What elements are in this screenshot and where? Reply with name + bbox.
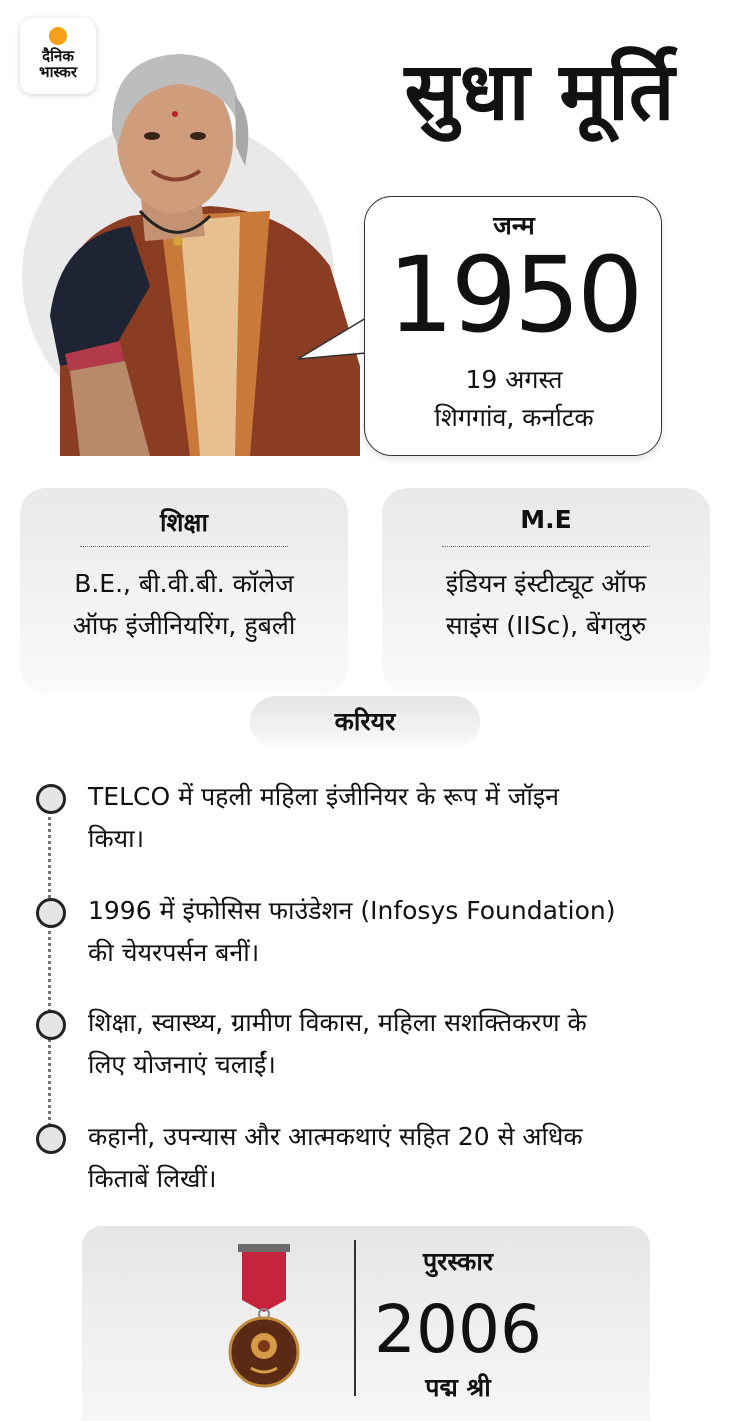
logo-text: दैनिक भास्कर [39, 47, 77, 81]
career-item: TELCO में पहली महिला इंजीनियर के रूप में जॉइन किया। [88, 782, 560, 853]
award-label: पुरस्कार [422, 1247, 494, 1276]
birth-place: शिगगांव, कर्नाटक [434, 403, 594, 432]
divider [80, 546, 288, 547]
padma-shri-medal-icon [224, 1242, 304, 1392]
portrait-photo [40, 36, 370, 456]
education-line: B.E., बी.वी.बी. कॉलेज [74, 569, 294, 598]
masters-line: इंडियन इंस्टीट्यूट ऑफ [445, 569, 647, 598]
birth-year: 1950 [387, 234, 641, 356]
education-heading: शिक्षा [160, 508, 208, 537]
career-heading: करियर [250, 696, 480, 748]
birth-date: 19 अगस्त [465, 365, 563, 394]
masters-line: साइंस (IISc), बेंगलुरु [445, 611, 647, 640]
career-item: कहानी, उपन्यास और आत्मकथाएं सहित 20 से अधिक किताबें लिखीं। [88, 1122, 583, 1193]
award-name: पद्म श्री [425, 1373, 491, 1402]
masters-heading: M.E [520, 505, 572, 534]
timeline-dot-icon [36, 898, 66, 928]
award-year: 2006 [374, 1291, 542, 1368]
education-line: ऑफ इंजीनियरिंग, हुबली [72, 611, 296, 640]
page-title: सुधा मूर्ति [404, 45, 676, 138]
divider [442, 546, 650, 547]
birth-label: जन्म [493, 211, 535, 240]
timeline-line [48, 798, 51, 1138]
career-item: 1996 में इंफोसिस फाउंडेशन (Infosys Foundation) की चेयरपर्सन बनीं। [88, 896, 616, 967]
timeline-dot-icon [36, 1124, 66, 1154]
award-divider [354, 1240, 356, 1396]
timeline-dot-icon [36, 784, 66, 814]
career-item: शिक्षा, स्वास्थ्य, ग्रामीण विकास, महिला सशक्तिकरण के लिए योजनाएं चलाईं। [88, 1008, 587, 1079]
timeline-dot-icon [36, 1010, 66, 1040]
